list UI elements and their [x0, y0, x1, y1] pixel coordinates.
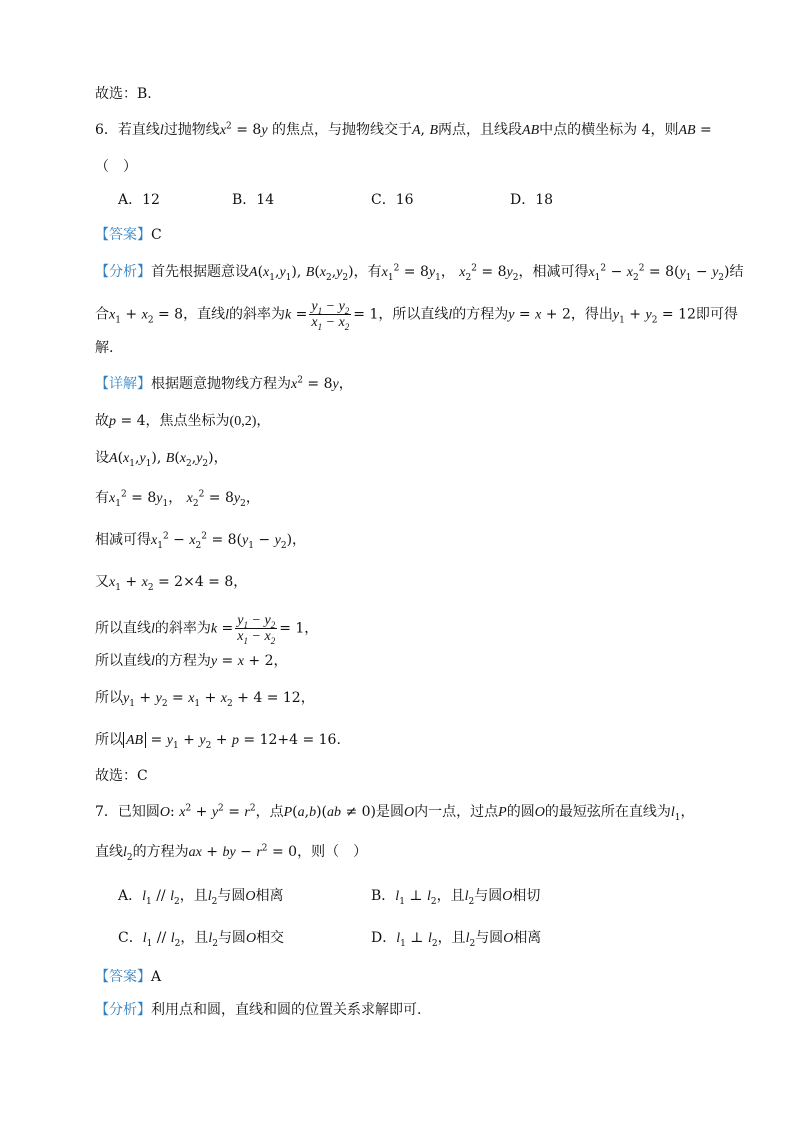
q7-stem-line2: 直线$l_2$的方程为ax + by − $r^2 = 0$，则（ ） — [95, 843, 368, 863]
q7-stem-line1: 7．已知圆O: $x^2 + y^2 = r^2$，点P(a,b)(ab ≠ 0)是圆O内一点，过点P的圆O的最短弦所在直线为$l_1$， — [95, 803, 695, 823]
answer-tag: 【答案】 — [95, 969, 151, 985]
answer-tag: 【答案】 — [95, 227, 151, 243]
q6-detail-line3: 设$A(x_1,y_1)$, $B(x_2,y_2)$， — [95, 450, 228, 469]
q6-detail-line8: 所以直线l的方程为y = x + 2， — [95, 653, 288, 669]
q6-detail-line5: 相减可得$x_1^2 - x_2^2 = 8(y_1 - y_2)$， — [95, 531, 307, 551]
q6-detail-line6: 又$x_1 + x_2 = 2\times 4 = 8$， — [95, 574, 248, 593]
detail-tag: 【详解】 — [95, 376, 151, 392]
q7-option-b: B．$l_1$ ⊥ $l_2$，且$l_2$与圆O相切 — [371, 888, 541, 907]
q6-option-c: C．16 — [371, 192, 414, 208]
analysis-tag: 【分析】 — [95, 264, 151, 280]
q6-option-d: D．18 — [510, 192, 554, 208]
q6-analysis-line2: 合$x_1 + x_2 = 8$，直线l的斜率为k = $\frac{y_1 - y_2}{x_1 - x_2}$ = 1，所以直线l的方程为y = x + 2，得出$y_1 + y_2 = 12$即可得 — [95, 299, 738, 332]
q7-option-d: D．$l_1$ ⊥ $l_2$，且$l_2$与圆O相离 — [371, 930, 542, 949]
q6-detail-line10: 所以 AB = $y_1 + y_2 + p = 12+4 = 16$. — [95, 732, 341, 751]
q6-detail-line2: 故p = 4，焦点坐标为(0,2)， — [95, 413, 271, 429]
analysis-tag: 【分析】 — [95, 1002, 151, 1018]
q6-option-a: A．12 — [118, 192, 160, 208]
q6-option-b: B．14 — [232, 192, 275, 208]
q6-conclusion: 故选：C — [95, 768, 148, 784]
q7-answer: 【答案】A — [95, 969, 162, 985]
q6-detail-line7: 所以直线l的斜率为k = $\frac{y_1 - y_2}{x_1 - x_2}$ = 1， — [95, 613, 319, 646]
q6-detail-line9: 所以$y_1 + y_2 = x_1 + x_2 + 4 = 12$， — [95, 690, 315, 709]
q7-analysis: 【分析】利用点和圆，直线和圆的位置关系求解即可. — [95, 1002, 422, 1018]
q6-analysis-line1: 【分析】首先根据题意设$A(x_1,y_1)$, $B(x_2,y_2)$，有$x_1^2 = 8y_1$， $x_2^2 = 8y_2$，相减可得$x_1^2 - x_2^2 = 8(y_1 - y_2)$结 — [95, 263, 744, 283]
q6-analysis-line3: 解. — [95, 340, 114, 356]
q5-conclusion: 故选：B. — [95, 86, 152, 102]
q6-detail-line1: 【详解】根据题意抛物线方程为$x^2 = 8y$， — [95, 375, 353, 392]
q7-option-a: A．$l_1 // l_2$，且$l_2$与圆O相离 — [118, 888, 284, 907]
q6-paren: （ ） — [95, 159, 137, 175]
q6-detail-line4: 有$x_1^2 = 8y_1$， $x_2^2 = 8y_2$， — [95, 489, 260, 509]
q6-answer: 【答案】C — [95, 227, 162, 243]
q6-stem: 6．若直线l过抛物线$x^2 = 8y$ 的焦点，与抛物线交于A, B两点，且线段AB中点的横坐标为 4，则AB = — [95, 121, 712, 138]
q7-option-c: C．$l_1 // l_2$，且$l_2$与圆O相交 — [118, 930, 285, 949]
